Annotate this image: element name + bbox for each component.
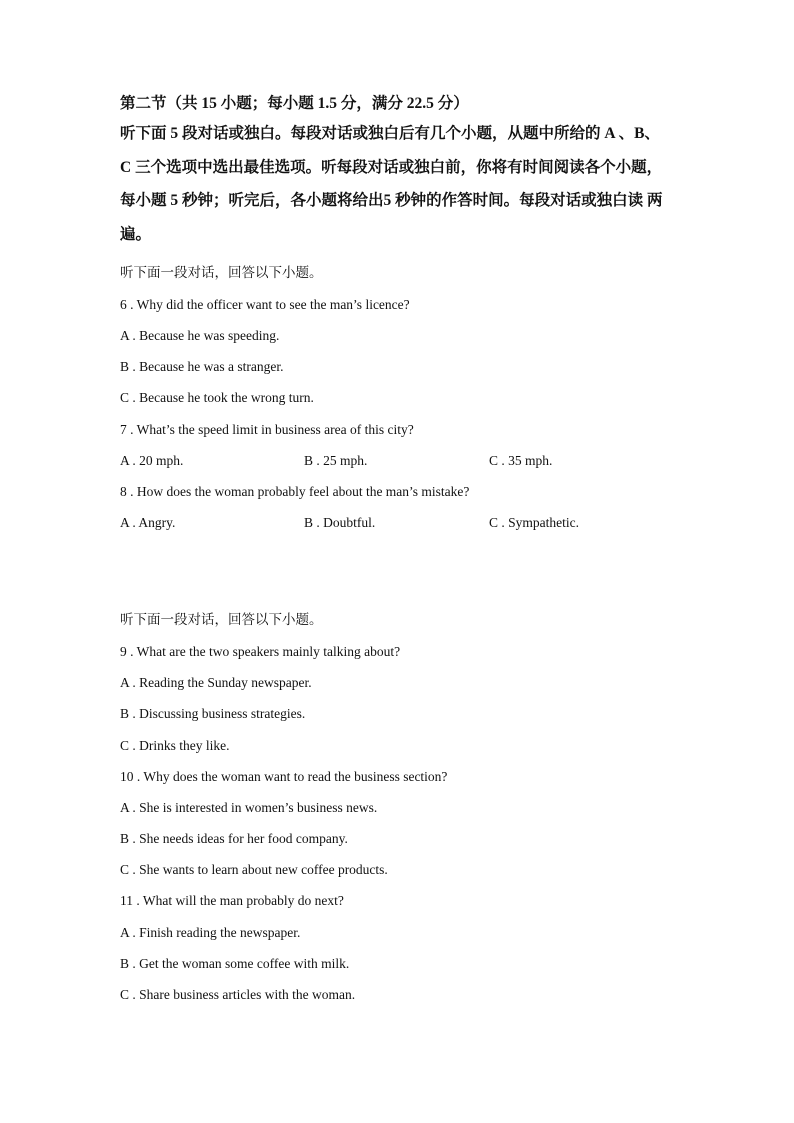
question-6-stem: 6 . Why did the officer want to see the man’s licence? [120, 297, 410, 312]
question-8-options [120, 514, 680, 532]
question-9-option-c[interactable]: C . Drinks they like. [120, 738, 230, 753]
instruction-line: 每小题 5 秒钟；听完后，各小题将给出5 秒钟的作答时间。每段对话或独白读 两 [120, 192, 663, 209]
instruction-line: 遍。 [120, 225, 152, 243]
question-10-option-c[interactable]: C . She wants to learn about new coffee products. [120, 862, 388, 877]
instruction-line: C 三个选项中选出最佳选项。听每段对话或独白前，你将有时间阅读各个小题， [120, 158, 663, 176]
question-8-stem: 8 . How does the woman probably feel about the man’s mistake? [120, 484, 470, 499]
question-6-option-b[interactable]: B . Because he was a stranger. [120, 359, 284, 374]
question-10-option-b[interactable]: B . She needs ideas for her food company. [120, 831, 348, 846]
question-7-stem: 7 . What’s the speed limit in business area of this city? [120, 422, 414, 437]
question-9-option-a[interactable]: A . Reading the Sunday newspaper. [120, 675, 312, 690]
question-8-option-a[interactable]: A . Angry. [120, 515, 176, 530]
question-8-option-c[interactable]: C . Sympathetic. [489, 515, 579, 530]
question-6-option-c[interactable]: C . Because he took the wrong turn. [120, 390, 314, 405]
question-10-option-a[interactable]: A . She is interested in women’s business news. [120, 800, 378, 815]
section-instructions [120, 124, 700, 258]
question-7-option-a[interactable]: A . 20 mph. [120, 453, 184, 468]
question-11-option-c[interactable]: C . Share business articles with the woman. [120, 987, 356, 1002]
section-heading: 第二节（共 15 小题；每小题 1.5 分，满分 22.5 分） [120, 95, 469, 112]
question-6-option-a[interactable]: A . Because he was speeding. [120, 328, 280, 343]
question-7-option-b[interactable]: B . 25 mph. [304, 453, 368, 468]
question-7-option-c[interactable]: C . 35 mph. [489, 453, 553, 468]
question-11-option-a[interactable]: A . Finish reading the newspaper. [120, 925, 301, 940]
question-10-stem: 10 . Why does the woman want to read the business section? [120, 769, 448, 784]
dialogue-1-intro: 听下面一段对话，回答以下小题。 [120, 265, 323, 280]
dialogue-2-intro: 听下面一段对话，回答以下小题。 [120, 612, 323, 627]
question-7-options [120, 452, 680, 470]
question-9-stem: 9 . What are the two speakers mainly talking about? [120, 644, 401, 659]
instruction-line: 听下面 5 段对话或独白。每段对话或独白后有几个小题，从题中所给的 A 、B、 [120, 125, 660, 142]
question-9-option-b[interactable]: B . Discussing business strategies. [120, 706, 306, 721]
question-11-stem: 11 . What will the man probably do next? [120, 893, 344, 908]
question-11-option-b[interactable]: B . Get the woman some coffee with milk. [120, 956, 350, 971]
question-8-option-b[interactable]: B . Doubtful. [304, 515, 376, 530]
